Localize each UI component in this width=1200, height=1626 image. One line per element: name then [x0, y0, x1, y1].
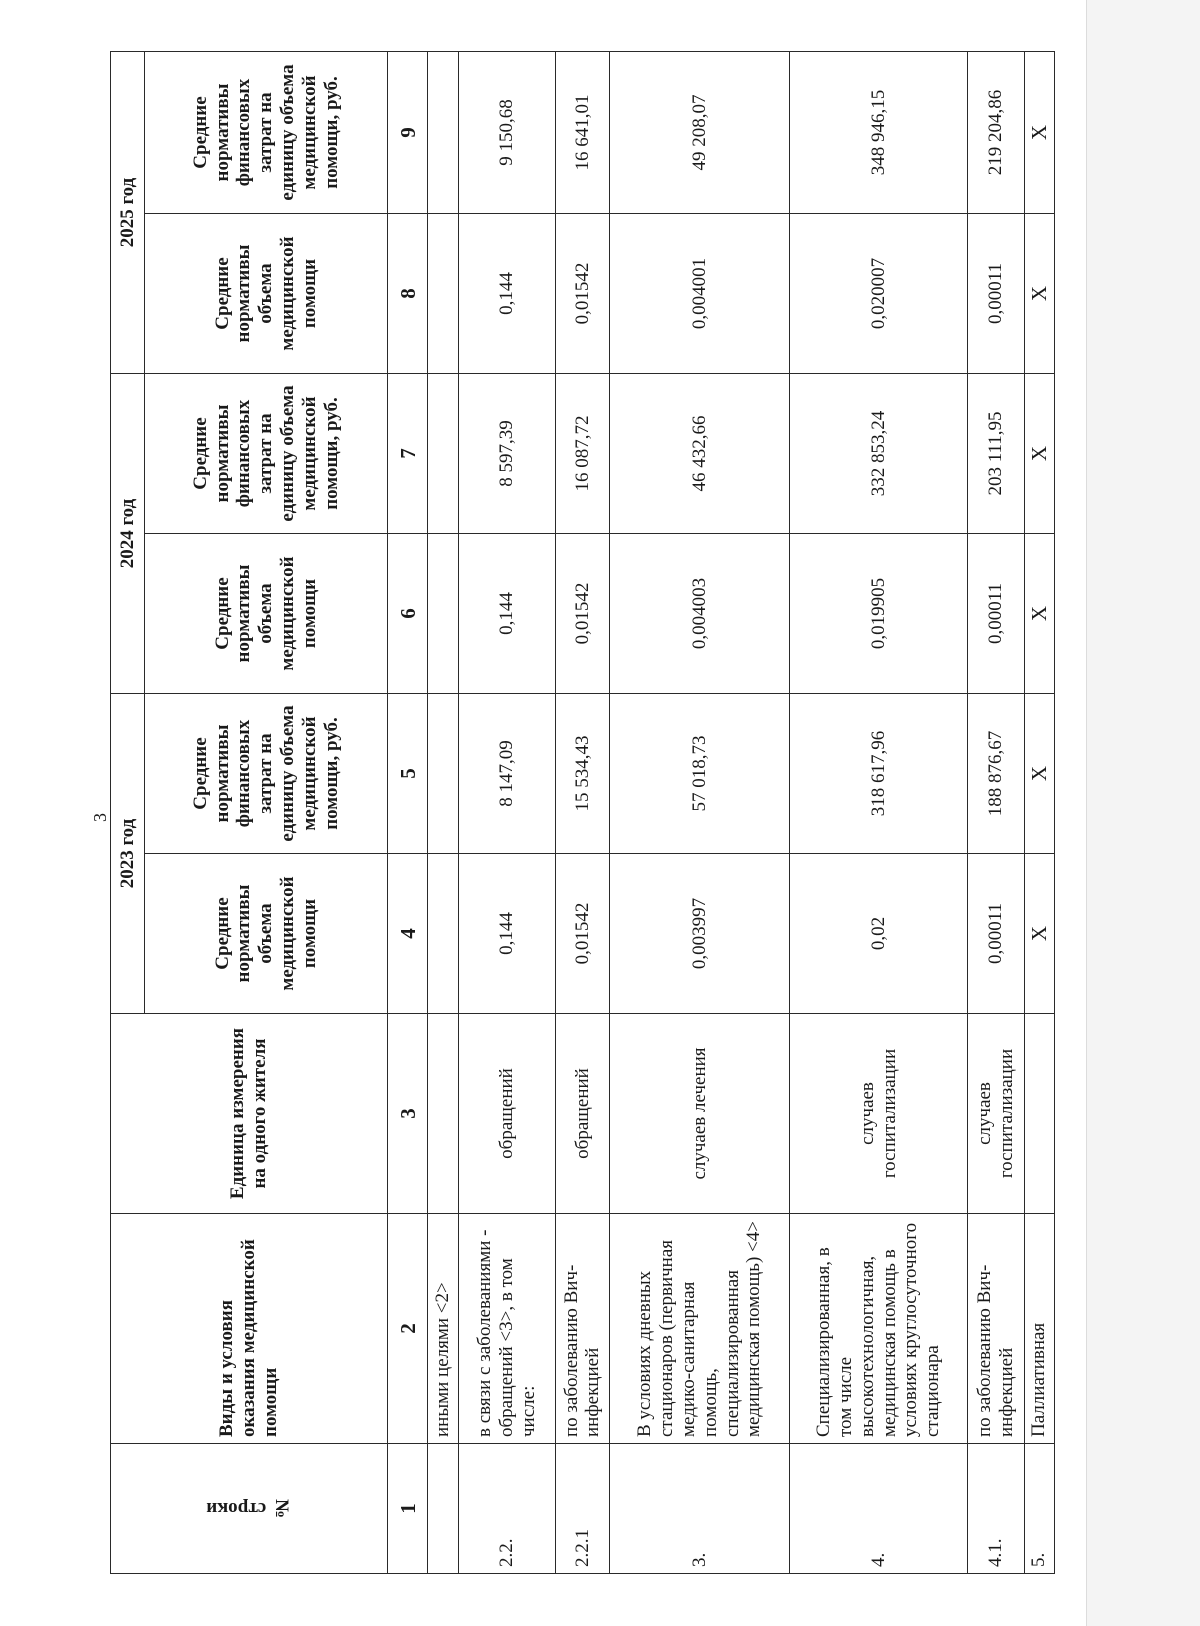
- row-volume-2024: 0,004003: [610, 534, 790, 694]
- row-cost-2025: 9 150,68: [458, 52, 555, 214]
- col-number: 8: [387, 214, 427, 374]
- row-name: иными целями <2>: [428, 1214, 458, 1444]
- row-volume-2024: X: [1024, 534, 1054, 694]
- header-year-2024: 2024 год: [111, 374, 145, 694]
- row-cost-2024: X: [1024, 374, 1054, 534]
- scan-margin: [1086, 0, 1200, 1626]
- header-year-2023: 2023 год: [111, 694, 145, 1014]
- row-unit: случаев госпитализации: [790, 1014, 968, 1214]
- row-volume-2024: 0,00011: [968, 534, 1025, 694]
- header-year-2025: 2025 год: [111, 52, 145, 374]
- column-numbers-row: [387, 52, 427, 1574]
- row-no: 2.2.: [458, 1444, 555, 1574]
- row-volume-2023: [428, 854, 458, 1014]
- row-name: в связи с заболеваниями - обращений <3>, в том числе:: [458, 1214, 555, 1444]
- page-number: 3: [90, 813, 110, 822]
- table-row: [428, 52, 458, 1574]
- row-name: Специализированная, в том числе высокотехнологичная, медицинская помощь в условиях круглосуточного стационара: [790, 1214, 968, 1444]
- col-number: 9: [387, 52, 427, 214]
- row-volume-2025: 0,00011: [968, 214, 1025, 374]
- row-cost-2024: 203 111,95: [968, 374, 1025, 534]
- row-cost-2023: 8 147,09: [458, 694, 555, 854]
- row-cost-2024: 16 087,72: [555, 374, 610, 534]
- row-no: 5.: [1024, 1444, 1054, 1574]
- header-cost-2024: Средние нормативы финансовых затрат на единицу объема медицинской помощи, руб.: [145, 374, 388, 534]
- col-number: 2: [387, 1214, 427, 1444]
- row-volume-2024: 0,019905: [790, 534, 968, 694]
- table-row: [1024, 52, 1054, 1574]
- rotated-table-wrapper: [110, 52, 1055, 1574]
- row-unit: обращений: [555, 1014, 610, 1214]
- row-volume-2023: 0,00011: [968, 854, 1025, 1014]
- row-name: В условиях дневных стационаров (первичная медико-санитарная помощь, специализированная медицинская помощь) <4>: [610, 1214, 790, 1444]
- row-volume-2023: 0,144: [458, 854, 555, 1014]
- header-unit: Единица измерения на одного жителя: [111, 1014, 388, 1214]
- row-unit: случаев госпитализации: [968, 1014, 1025, 1214]
- row-volume-2025: 0,004001: [610, 214, 790, 374]
- row-cost-2024: [428, 374, 458, 534]
- header-cost-2025: Средние нормативы финансовых затрат на единицу объема медицинской помощи, руб.: [145, 52, 388, 214]
- col-number: 7: [387, 374, 427, 534]
- row-volume-2025: X: [1024, 214, 1054, 374]
- header-kinds: Виды и условия оказания медицинской помощи: [111, 1214, 388, 1444]
- table-row: [458, 52, 555, 1574]
- row-cost-2025: X: [1024, 52, 1054, 214]
- col-number: 4: [387, 854, 427, 1014]
- table-row: [968, 52, 1025, 1574]
- header-row-no: № строки: [111, 1444, 388, 1574]
- row-cost-2023: 188 876,67: [968, 694, 1025, 854]
- row-volume-2025: [428, 214, 458, 374]
- header-cost-2023: Средние нормативы финансовых затрат на единицу объема медицинской помощи, руб.: [145, 694, 388, 854]
- row-cost-2024: 8 597,39: [458, 374, 555, 534]
- table-row: [555, 52, 610, 1574]
- row-volume-2024: [428, 534, 458, 694]
- header-volume-2025: Средние нормативы объема медицинской помощи: [145, 214, 388, 374]
- table-row: [790, 52, 968, 1574]
- row-cost-2024: 46 432,66: [610, 374, 790, 534]
- row-volume-2023: 0,003997: [610, 854, 790, 1014]
- header-volume-2024: Средние нормативы объема медицинской помощи: [145, 534, 388, 694]
- row-volume-2023: 0,01542: [555, 854, 610, 1014]
- row-volume-2025: 0,01542: [555, 214, 610, 374]
- row-name: по заболеванию Вич-инфекцией: [555, 1214, 610, 1444]
- row-no: 2.2.1: [555, 1444, 610, 1574]
- row-volume-2024: 0,144: [458, 534, 555, 694]
- col-number: 5: [387, 694, 427, 854]
- row-no: [428, 1444, 458, 1574]
- row-cost-2023: 57 018,73: [610, 694, 790, 854]
- norms-table: [110, 51, 1055, 1574]
- header-row-years: [111, 52, 145, 1574]
- row-unit: [1024, 1014, 1054, 1214]
- row-no: 4.1.: [968, 1444, 1025, 1574]
- row-cost-2025: 49 208,07: [610, 52, 790, 214]
- row-name: Паллиативная: [1024, 1214, 1054, 1444]
- row-cost-2023: [428, 694, 458, 854]
- row-name: по заболеванию Вич-инфекцией: [968, 1214, 1025, 1444]
- row-volume-2025: 0,020007: [790, 214, 968, 374]
- row-no: 3.: [610, 1444, 790, 1574]
- row-volume-2023: X: [1024, 854, 1054, 1014]
- row-cost-2025: [428, 52, 458, 214]
- col-number: 1: [387, 1444, 427, 1574]
- row-cost-2025: 16 641,01: [555, 52, 610, 214]
- row-volume-2023: 0,02: [790, 854, 968, 1014]
- row-volume-2024: 0,01542: [555, 534, 610, 694]
- row-cost-2025: 348 946,15: [790, 52, 968, 214]
- row-unit: обращений: [458, 1014, 555, 1214]
- row-cost-2023: 318 617,96: [790, 694, 968, 854]
- row-volume-2025: 0,144: [458, 214, 555, 374]
- row-cost-2024: 332 853,24: [790, 374, 968, 534]
- table-row: [610, 52, 790, 1574]
- row-unit: [428, 1014, 458, 1214]
- row-no: 4.: [790, 1444, 968, 1574]
- col-number: 6: [387, 534, 427, 694]
- row-unit: случаев лечения: [610, 1014, 790, 1214]
- row-cost-2025: 219 204,86: [968, 52, 1025, 214]
- col-number: 3: [387, 1014, 427, 1214]
- header-volume-2023: Средние нормативы объема медицинской помощи: [145, 854, 388, 1014]
- row-cost-2023: X: [1024, 694, 1054, 854]
- row-cost-2023: 15 534,43: [555, 694, 610, 854]
